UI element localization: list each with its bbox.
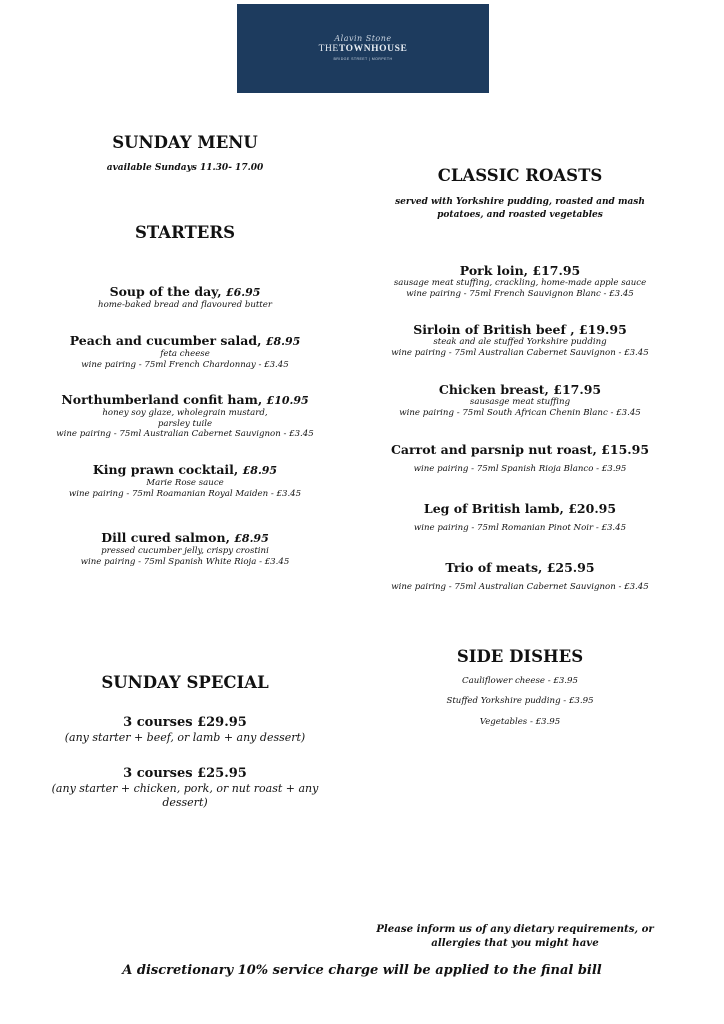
starter-item: Dill cured salmon, £8.95 pressed cucumber jelly, crispy crostini wine pairing - 75ml Spanish White Rioja - £3.45 [80, 530, 290, 567]
logo-script: Alavin Stone [334, 34, 392, 43]
side-dish: Vegetables - £3.95 [479, 717, 561, 727]
roast-item: Sirloin of British beef , £19.95 steak and ale stuffed Yorkshire pudding wine pairing - 75ml Australian Cabernet Sauvignon - £3.45 [391, 322, 649, 358]
roast-item: Pork loin, £17.95 sausage meat stuffing, crackling, home-made apple sauce wine pairing - 75ml French Sauvignon Blanc - £3.45 [393, 263, 647, 299]
special-offer: 3 courses £25.95 (any starter + chicken, pork, or nut roast + any dessert) [51, 766, 319, 809]
roast-item: Chicken breast, £17.95 sausasge meat stuffing wine pairing - 75ml South African Chenin Blanc - £3.45 [399, 382, 641, 418]
starter-item: Soup of the day, £6.95 home-baked bread and flavoured butter [98, 284, 272, 310]
special-offer: 3 courses £29.95 (any starter + beef, or lamb + any dessert) [64, 715, 306, 744]
service-charge-note: A discretionary 10% service charge will be applied to the final bill [122, 963, 602, 978]
starter-item: Peach and cucumber salad, £8.95 feta cheese wine pairing - 75ml French Chardonnay - £3.45 [69, 333, 301, 370]
side-dish: Cauliflower cheese - £3.95 [462, 676, 578, 686]
roast-item: Leg of British lamb, £20.95 wine pairing - 75ml Romanian Pinot Noir - £3.45 [413, 501, 627, 533]
side-dish: Stuffed Yorkshire pudding - £3.95 [446, 696, 594, 706]
special-heading: SUNDAY SPECIAL [101, 673, 269, 692]
roasts-heading: CLASSIC ROASTS [437, 166, 603, 185]
sides-heading: SIDE DISHES [456, 647, 584, 666]
left-column [40, 0, 330, 1024]
starter-item: King prawn cocktail, £8.95 Marie Rose sauce wine pairing - 75ml Roamanian Royal Maiden - £3.45 [68, 462, 302, 499]
logo-subtitle: BRIDGE STREET | MORPETH [333, 57, 393, 61]
roast-item: Trio of meats, £25.95 wine pairing - 75ml Australian Cabernet Sauvignon - £3.45 [391, 560, 649, 592]
menu-title: SUNDAY MENU [112, 133, 258, 152]
logo-name: THETOWNHOUSE [318, 44, 408, 54]
roasts-note: potatoes, and roasted vegetables [437, 210, 603, 220]
starter-item: Northumberland confit ham, £10.95 honey soy glaze, wholegrain mustard, parsley tuile wine pairing - 75ml Australian Cabernet Sauvignon - £3.45 [56, 392, 314, 439]
roasts-note: served with Yorkshire pudding, roasted and mash [395, 197, 645, 207]
right-column [370, 0, 670, 1024]
roast-item: Carrot and parsnip nut roast, £15.95 wine pairing - 75ml Spanish Rioja Blanco - £3.95 [390, 442, 650, 474]
dietary-note: Please inform us of any dietary requirements, or allergies that you might have [376, 923, 654, 949]
starters-heading: STARTERS [135, 223, 235, 242]
availability-note: available Sundays 11.30- 17.00 [106, 163, 264, 173]
